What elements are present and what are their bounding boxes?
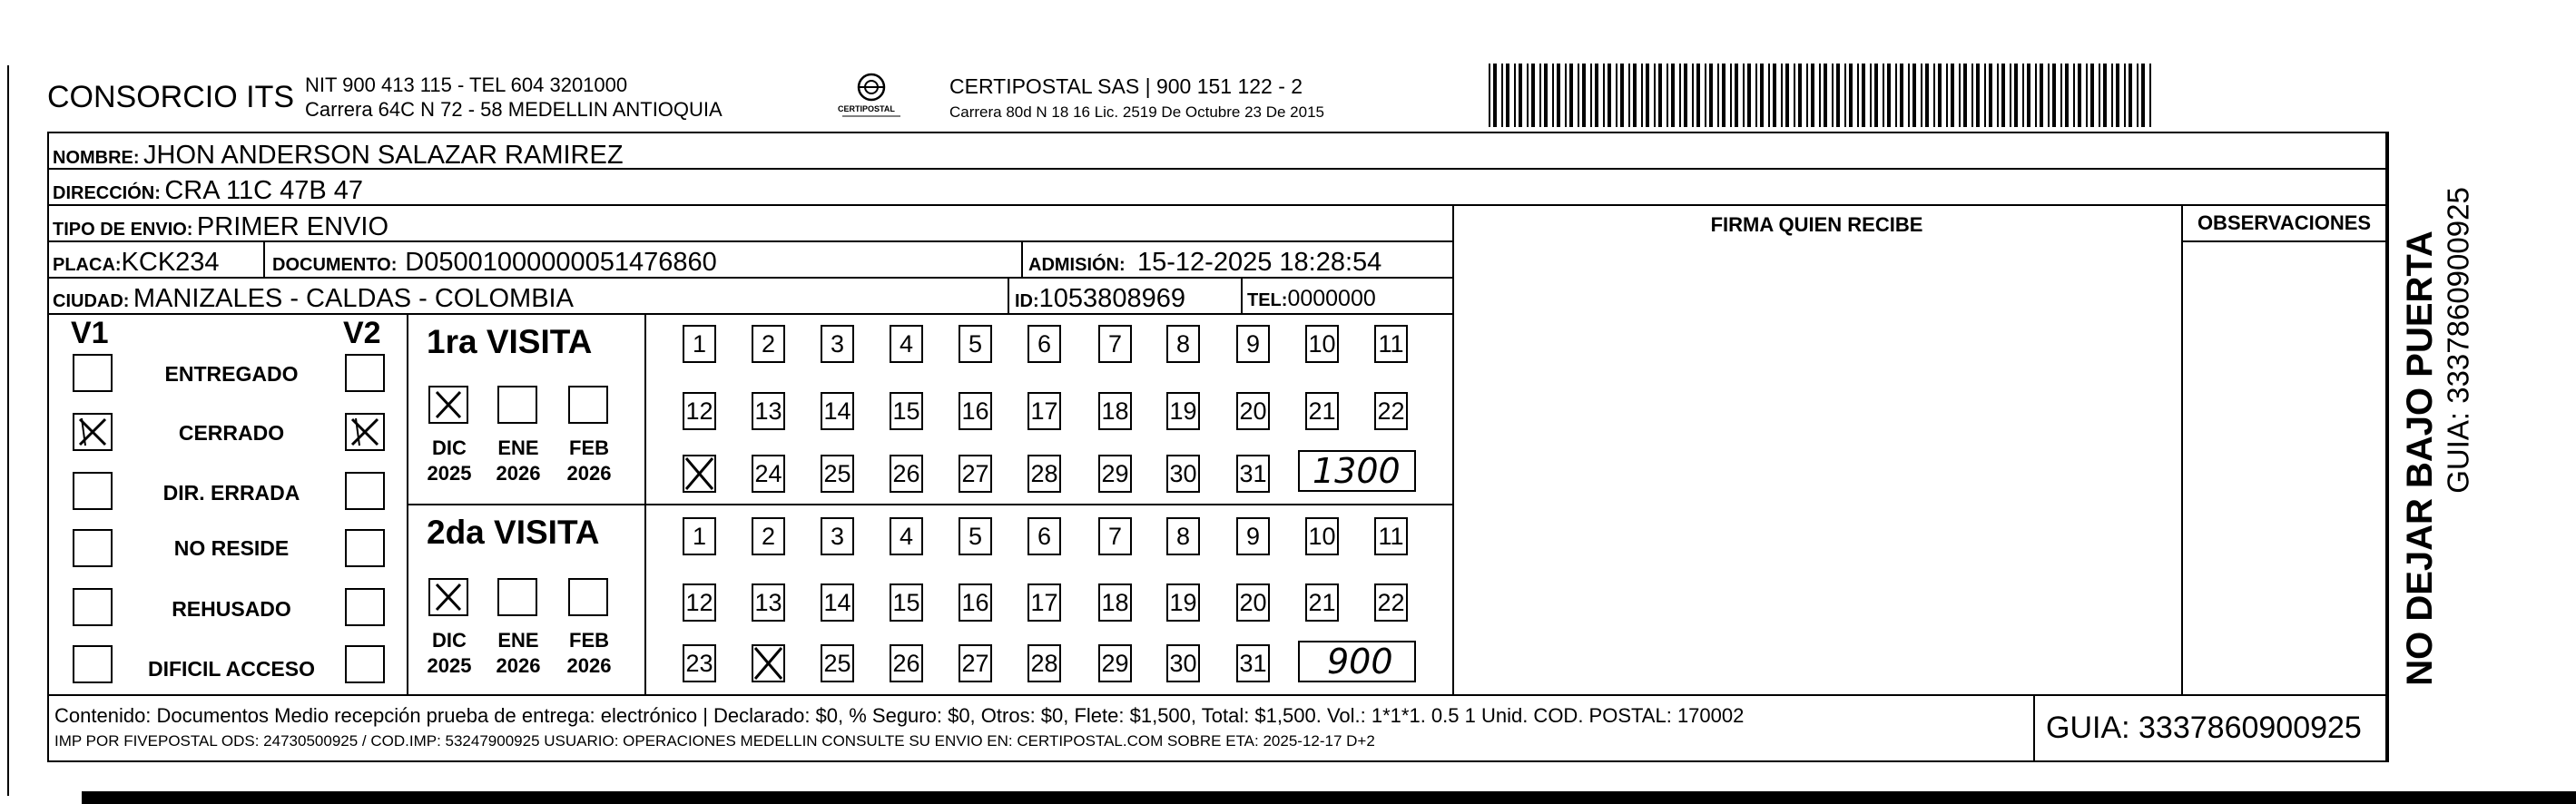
month-name: FEB: [569, 629, 609, 652]
v2-dir-errada-checkbox[interactable]: [345, 472, 385, 510]
visit2-day-5[interactable]: [959, 517, 992, 555]
row-line-5: [47, 313, 1454, 315]
visit2-month-ene-label: [491, 628, 546, 678]
visit2-day-11[interactable]: [1374, 517, 1408, 555]
visit1-day-11[interactable]: [1374, 325, 1408, 363]
visit1-day-10[interactable]: [1305, 325, 1339, 363]
v1-entregado-checkbox[interactable]: [73, 354, 113, 392]
footer-contenido: Contenido: Documentos Medio recepción prueba de entrega: electrónico | Declarado: $0, % Seguro: $0, Otros: $0, Flete: $1,500, Total: $1,500. Vol.: 1*1*1. 0.5 1 Unid. COD. POSTAL: 170002: [54, 704, 1745, 727]
visit2-day-12[interactable]: [683, 583, 716, 622]
visit2-month-feb-checkbox[interactable]: [568, 578, 608, 616]
visit1-month-feb-label: [562, 436, 616, 485]
company-info-line1: NIT 900 413 115 - TEL 604 3201000: [305, 74, 628, 96]
visit1-month-dic-checkbox[interactable]: [428, 386, 468, 424]
day-number: 12: [685, 588, 713, 616]
visit2-day-15[interactable]: [890, 583, 923, 622]
visit2-day-20[interactable]: [1236, 583, 1270, 622]
month-year: 2025: [427, 653, 472, 677]
visit1-day-24[interactable]: [752, 455, 785, 493]
day-number: 4: [899, 329, 914, 358]
firma-label: FIRMA QUIEN RECIBE: [1710, 213, 1923, 236]
direccion-value: CRA 11C 47B 47: [164, 176, 364, 205]
footer-imp: IMP POR FIVEPOSTAL ODS: 24730500925 / COD.IMP: 53247900925 USUARIO: OPERACIONES MEDELLIN CONSULTE SU ENVIO EN: CERTIPOSTAL.COM SOBRE ETA: 2025-12-17 D+2: [54, 732, 1375, 750]
visit1-day-12[interactable]: [683, 392, 716, 430]
visit1-month-dic-label: [422, 436, 477, 485]
visit2-day-7[interactable]: [1098, 517, 1132, 555]
visit1-day-19[interactable]: [1166, 392, 1200, 430]
v2-cerrado-checkbox[interactable]: [345, 413, 385, 451]
visit2-day-6[interactable]: [1027, 517, 1061, 555]
checkmark-x-icon: [347, 415, 383, 449]
visit1-day-20[interactable]: [1236, 392, 1270, 430]
day-number: 6: [1037, 329, 1052, 358]
day-number: 25: [823, 459, 851, 487]
day-number: 17: [1030, 588, 1058, 616]
side-no-dejar-container: [2394, 132, 2445, 762]
tel-value: 0000000: [1287, 286, 1376, 311]
visit2-day-9[interactable]: [1236, 517, 1270, 555]
sep-placa: [263, 240, 265, 277]
day-number: 23: [685, 649, 713, 677]
day-number: 13: [754, 588, 782, 616]
sep-id: [1008, 277, 1009, 313]
observaciones-label: OBSERVACIONES: [2197, 211, 2372, 234]
v1-rehusado-checkbox[interactable]: [73, 588, 113, 626]
day-number: 10: [1308, 522, 1336, 550]
visit1-day-4[interactable]: [890, 325, 923, 363]
visit1-day-30[interactable]: [1166, 455, 1200, 493]
placa-label: PLACA:: [53, 255, 122, 275]
visit1-day-25[interactable]: [821, 455, 854, 493]
visit1-day-3[interactable]: [821, 325, 854, 363]
bottom-bar: [82, 791, 2576, 804]
day-number: 26: [892, 459, 920, 487]
month-name: ENE: [497, 629, 539, 652]
day-number: 3: [830, 329, 845, 358]
visit2-month-dic-checkbox[interactable]: [428, 578, 468, 616]
day-number: 8: [1175, 522, 1191, 550]
visit2-day-3[interactable]: [821, 517, 854, 555]
visit2-day-16[interactable]: [959, 583, 992, 622]
visit2-day-29[interactable]: [1098, 644, 1132, 682]
visit2-month-feb-label: [562, 628, 616, 678]
day-number: 24: [754, 459, 782, 487]
direccion-label: DIRECCIÓN:: [53, 183, 161, 203]
visit1-day-17[interactable]: [1027, 392, 1061, 430]
visit1-day-26[interactable]: [890, 455, 923, 493]
v1-cerrado-checkbox[interactable]: [73, 413, 113, 451]
day-number: 5: [968, 329, 983, 358]
visit2-day-8[interactable]: [1166, 517, 1200, 555]
footer-guia-box: GUIA: 3337860900925: [2046, 711, 2362, 745]
id-label: ID:: [1015, 291, 1039, 311]
day-number: 28: [1030, 459, 1058, 487]
visit1-time-box: [1298, 450, 1416, 492]
visit2-day-17[interactable]: [1027, 583, 1061, 622]
day-number: 28: [1030, 649, 1058, 677]
side-no-dejar: NO DEJAR BAJO PUERTA: [2400, 230, 2440, 686]
placa-value: KCK234: [121, 248, 220, 277]
ciudad-label: CIUDAD:: [53, 291, 130, 311]
col-firma-left: [1452, 204, 1454, 694]
visit2-day-18[interactable]: [1098, 583, 1132, 622]
side-guia-container: [2440, 132, 2476, 640]
v2-entregado-checkbox[interactable]: [345, 354, 385, 392]
checkmark-x-icon: [430, 580, 467, 614]
visit2-day-30[interactable]: [1166, 644, 1200, 682]
day-number: 29: [1101, 459, 1129, 487]
visit2-day-27[interactable]: [959, 644, 992, 682]
day-number: 18: [1101, 588, 1129, 616]
visit1-day-16[interactable]: [959, 392, 992, 430]
visit2-month-dic-label: [422, 628, 477, 678]
day-number: 29: [1101, 649, 1129, 677]
row-line-3b: [2183, 240, 2387, 242]
day-number: 6: [1037, 522, 1052, 550]
status-cerrado: CERRADO: [178, 421, 285, 445]
day-number: 25: [823, 649, 851, 677]
first-visit-title: 1ra VISITA: [427, 323, 593, 360]
v1-label: V1: [71, 316, 109, 350]
visit1-day-21[interactable]: [1305, 392, 1339, 430]
day-number: 21: [1308, 588, 1336, 616]
day-number: 2: [761, 522, 776, 550]
day-number: 9: [1245, 329, 1261, 358]
day-number: 26: [892, 649, 920, 677]
day-number: 14: [823, 588, 851, 616]
day-number: 9: [1245, 522, 1261, 550]
status-dir-errada: DIR. ERRADA: [162, 481, 300, 505]
ciudad-value: MANIZALES - CALDAS - COLOMBIA: [133, 284, 574, 313]
day-number: 11: [1378, 522, 1404, 550]
day-number: 19: [1169, 588, 1197, 616]
admision-value: 15-12-2025 18:28:54: [1137, 248, 1382, 277]
visit2-day-19[interactable]: [1166, 583, 1200, 622]
month-year: 2026: [496, 461, 541, 485]
day-number: 3: [830, 522, 845, 550]
visit2-time-box: [1298, 641, 1416, 682]
visit1-time-handwritten: 1300: [1313, 451, 1401, 491]
status-entregado: ENTREGADO: [164, 362, 299, 386]
row-line-footer: [47, 694, 2387, 696]
v2-label: V2: [343, 316, 381, 350]
visit1-day-29[interactable]: [1098, 455, 1132, 493]
visit2-day-4[interactable]: [890, 517, 923, 555]
carrier-line1: CERTIPOSTAL SAS | 900 151 122 - 2: [949, 74, 1303, 98]
day-number: 27: [961, 649, 989, 677]
visit2-day-2[interactable]: [752, 517, 785, 555]
documento-label: DOCUMENTO:: [272, 255, 398, 275]
month-name: ENE: [497, 436, 539, 459]
sep-guia-box: [2033, 694, 2035, 762]
barcode: [1489, 64, 2157, 127]
day-number: 18: [1101, 397, 1129, 425]
checkmark-x-icon: [752, 644, 785, 682]
visit2-day-10[interactable]: [1305, 517, 1339, 555]
visit1-day-13[interactable]: [752, 392, 785, 430]
day-number: 30: [1169, 649, 1197, 677]
day-number: 2: [761, 329, 776, 358]
row-line-2: [47, 204, 2387, 206]
side-guia: GUIA: 3337860900925: [2441, 187, 2475, 494]
nombre-value: JHON ANDERSON SALAZAR RAMIREZ: [143, 141, 624, 170]
left-edge-mark: [7, 65, 9, 796]
visit1-month-ene-label: [491, 436, 546, 485]
day-number: 1: [692, 329, 707, 358]
documento-value: D05001000000051476860: [405, 248, 717, 277]
visit1-day-1[interactable]: [683, 325, 716, 363]
barcode-icon: [1489, 64, 2157, 127]
month-name: DIC: [432, 436, 467, 459]
day-number: 4: [899, 522, 914, 550]
visit1-day-22[interactable]: [1374, 392, 1408, 430]
day-number: 17: [1030, 397, 1058, 425]
month-year: 2026: [496, 653, 541, 677]
nombre-label: NOMBRE:: [53, 148, 140, 168]
visit2-time-handwritten: 900: [1327, 642, 1393, 681]
visit1-day-5[interactable]: [959, 325, 992, 363]
day-number: 16: [961, 397, 989, 425]
day-number: 21: [1308, 397, 1336, 425]
day-number: 15: [892, 588, 920, 616]
status-no-reside: NO RESIDE: [173, 536, 290, 560]
col-obs-left: [2181, 204, 2183, 694]
visit2-day-28[interactable]: [1027, 644, 1061, 682]
v2-rehusado-checkbox[interactable]: [345, 588, 385, 626]
day-number: 7: [1107, 522, 1123, 550]
visit2-day-21[interactable]: [1305, 583, 1339, 622]
day-number: 30: [1169, 459, 1197, 487]
day-number: 16: [961, 588, 989, 616]
visit1-day-14[interactable]: [821, 392, 854, 430]
visit1-day-7[interactable]: [1098, 325, 1132, 363]
visit2-day-22[interactable]: [1374, 583, 1408, 622]
day-number: 14: [823, 397, 851, 425]
v2-dificil-acceso-checkbox[interactable]: [345, 645, 385, 683]
day-number: 15: [892, 397, 920, 425]
visit2-day-1[interactable]: [683, 517, 716, 555]
status-rehusado: REHUSADO: [172, 597, 291, 621]
month-year: 2025: [427, 461, 472, 485]
day-number: 7: [1107, 329, 1123, 358]
visit1-month-ene-checkbox[interactable]: [497, 386, 537, 424]
day-number: 22: [1377, 588, 1405, 616]
tel-label: TEL:: [1247, 290, 1288, 310]
sep-visit-rows: [407, 504, 1454, 505]
status-dificil-acceso: DIFICIL ACCESO: [147, 657, 315, 681]
month-year: 2026: [566, 461, 612, 485]
visit1-day-28[interactable]: [1027, 455, 1061, 493]
admision-label: ADMISIÓN:: [1028, 255, 1126, 275]
month-name: DIC: [432, 629, 467, 652]
visit2-day-13[interactable]: [752, 583, 785, 622]
day-number: 12: [685, 397, 713, 425]
visit1-day-6[interactable]: [1027, 325, 1061, 363]
visit1-day-2[interactable]: [752, 325, 785, 363]
visit1-day-15[interactable]: [890, 392, 923, 430]
day-number: 10: [1308, 329, 1336, 358]
visit2-day-26[interactable]: [890, 644, 923, 682]
month-name: FEB: [569, 436, 609, 459]
logo-caption: CERTIPOSTAL: [838, 104, 895, 113]
day-number: 11: [1378, 329, 1404, 358]
visit1-day-9[interactable]: [1236, 325, 1270, 363]
day-number: 27: [961, 459, 989, 487]
visit2-day-23[interactable]: [683, 644, 716, 682]
tipo-label: TIPO DE ENVIO:: [53, 220, 193, 240]
visit1-day-23-crossed[interactable]: [683, 455, 716, 493]
day-number: 20: [1239, 397, 1267, 425]
v2-no-reside-checkbox[interactable]: [345, 529, 385, 567]
company-name: CONSORCIO ITS: [47, 80, 295, 114]
certipostal-logo-icon: [835, 71, 908, 123]
v1-dir-errada-checkbox[interactable]: [73, 472, 113, 510]
v1-no-reside-checkbox[interactable]: [73, 529, 113, 567]
sep-admision: [1021, 240, 1023, 277]
day-number: 8: [1175, 329, 1191, 358]
row-line-4: [47, 277, 1454, 279]
visit1-day-8[interactable]: [1166, 325, 1200, 363]
month-year: 2026: [566, 653, 612, 677]
day-number: 22: [1377, 397, 1405, 425]
tipo-value: PRIMER ENVIO: [196, 212, 389, 241]
day-number: 31: [1239, 459, 1267, 487]
v1-dificil-acceso-checkbox[interactable]: [73, 645, 113, 683]
day-number: 5: [968, 522, 983, 550]
visit1-day-18[interactable]: [1098, 392, 1132, 430]
visit1-day-31[interactable]: [1236, 455, 1270, 493]
day-number: 19: [1169, 397, 1197, 425]
visit2-day-24-crossed[interactable]: [752, 644, 785, 682]
checkmark-x-icon: [74, 415, 111, 449]
sep-tel: [1241, 277, 1243, 313]
checkmark-x-icon: [683, 455, 716, 493]
day-number: 31: [1239, 649, 1267, 677]
day-number: 13: [754, 397, 782, 425]
certipostal-logo: [835, 71, 908, 123]
carrier-line2: Carrera 80d N 18 16 Lic. 2519 De Octubre 23 De 2015: [949, 103, 1324, 121]
visit2-day-25[interactable]: [821, 644, 854, 682]
second-visit-title: 2da VISITA: [427, 514, 600, 551]
visit2-month-ene-checkbox[interactable]: [497, 578, 537, 616]
checkmark-x-icon: [430, 387, 467, 422]
visit2-day-31[interactable]: [1236, 644, 1270, 682]
id-value: 1053808969: [1038, 284, 1185, 313]
visit1-month-feb-checkbox[interactable]: [568, 386, 608, 424]
visit1-day-27[interactable]: [959, 455, 992, 493]
visit2-day-14[interactable]: [821, 583, 854, 622]
company-info-line2: Carrera 64C N 72 - 58 MEDELLIN ANTIOQUIA: [305, 98, 723, 121]
day-number: 1: [692, 522, 707, 550]
day-number: 20: [1239, 588, 1267, 616]
